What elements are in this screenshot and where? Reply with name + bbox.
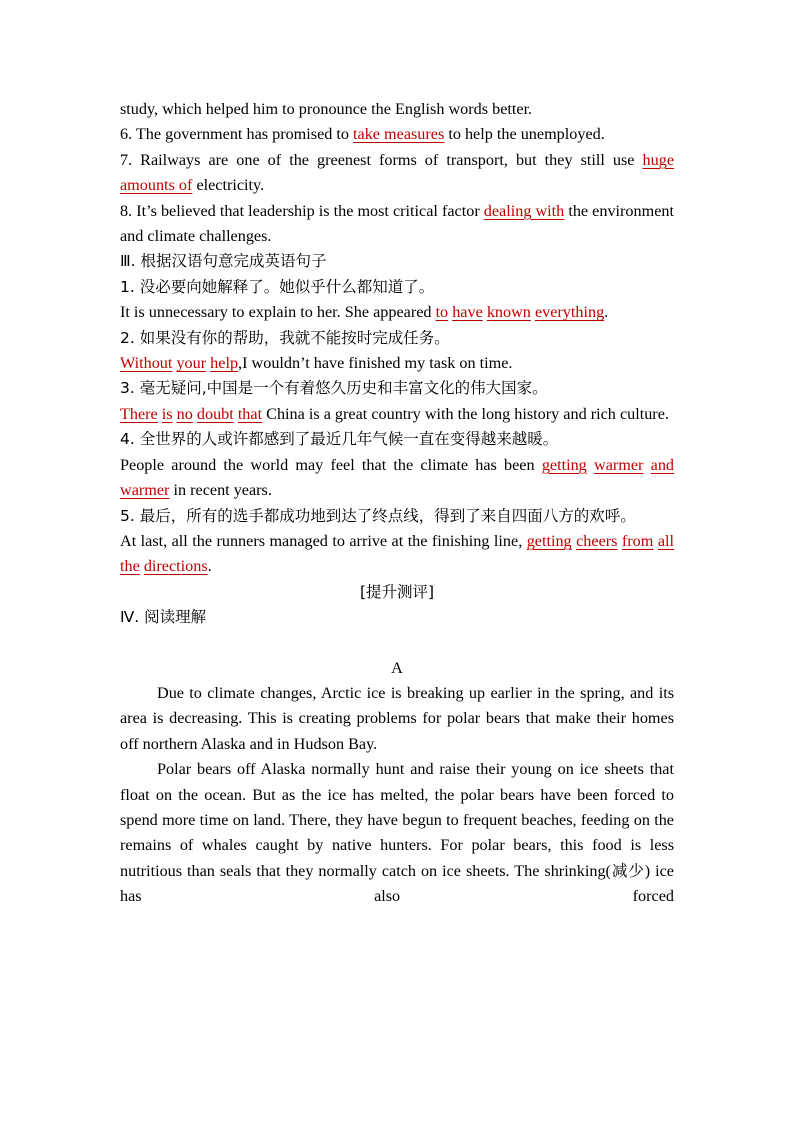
item-8: 8. It’s believed that leadership is the most critical factor dealing with the environment and climate challenges.	[120, 201, 674, 246]
answer-word: your	[176, 354, 207, 373]
s4-chinese: 4. 全世界的人或许都感到了最近几年气候一直在变得越来越暖。	[120, 430, 559, 449]
answer-word: getting	[526, 531, 572, 550]
answer-word: the	[120, 557, 140, 576]
answer-word: no	[176, 404, 193, 423]
answer-word: cheers	[576, 531, 618, 550]
answer-6: take measures	[353, 125, 445, 144]
answer-8: dealing with	[483, 201, 565, 220]
answer-word: have	[452, 303, 483, 322]
s5-english: At last, all the runners managed to arrive at the finishing line, getting cheers from all the directions.	[120, 531, 675, 576]
answer-word: that	[237, 404, 263, 423]
answer-word: warmer	[594, 455, 644, 474]
item-7: 7. Railways are one of the greenest forms of transport, but they still use huge amounts of electricity.	[120, 150, 674, 195]
answer-word: doubt	[196, 404, 234, 423]
s4-english: People around the world may feel that the climate has been getting warmer and warmer in recent years.	[120, 455, 675, 500]
section-4-title: Ⅳ. 阅读理解	[120, 608, 207, 627]
section-3-title: Ⅲ. 根据汉语句意完成英语句子	[120, 252, 327, 271]
answer-word: warmer	[120, 481, 170, 500]
spacer	[120, 631, 674, 656]
answer-7: huge amounts of	[120, 150, 674, 195]
s2-english: Without your help,I wouldn’t have finished my task on time.	[120, 354, 513, 373]
s1-english: It is unnecessary to explain to her. She appeared to have known everything.	[120, 303, 609, 322]
passage-paragraph-2: Polar bears off Alaska normally hunt and raise their young on ice sheets that float on the ocean. But as the ice has melted, the polar bears have been forced to spend more time on land. There, they have begun to frequent beaches, feeding on the remains of whales caught by native hunters. For polar bears, this food is less nutritious than seals that they normally catch on ice sheets. The shrinking(减少) ice has also forced	[120, 760, 674, 906]
item-6: 6. The government has promised to take measures to help the unemployed.	[120, 125, 605, 144]
worksheet-page	[120, 97, 674, 910]
answer-word: everything	[534, 303, 605, 322]
answer-word: is	[161, 404, 173, 423]
answer-word: and	[650, 455, 675, 474]
passage-label: A	[391, 658, 403, 677]
s5-chinese: 5. 最后，所有的选手都成功地到达了终点线，得到了来自四面八方的欢呼。	[120, 506, 636, 525]
section-4-header: [提升测评]	[359, 582, 435, 601]
s3-english: There is no doubt that China is a great country with the long history and rich culture.	[120, 404, 669, 423]
answer-word: help	[210, 354, 239, 373]
passage-paragraph-1: Due to climate changes, Arctic ice is breaking up earlier in the spring, and its area is decreasing. This is creating problems for polar bears that make their homes off northern Alaska and in Hudson Bay.	[120, 683, 674, 753]
answer-word: known	[486, 303, 531, 322]
answer-word: to	[435, 303, 449, 322]
s1-chinese: 1. 没必要向她解释了。她似乎什么都知道了。	[120, 277, 435, 296]
answer-word: getting	[541, 455, 587, 474]
line-study: study, which helped him to pronounce the English words better.	[120, 100, 533, 118]
answer-word: all	[657, 531, 675, 550]
answer-word: from	[621, 531, 654, 550]
s3-chinese: 3. 毫无疑问,中国是一个有着悠久历史和丰富文化的伟大国家。	[120, 379, 548, 398]
answer-word: There	[120, 404, 158, 423]
answer-word: directions	[143, 557, 208, 576]
answer-word: Without	[120, 354, 173, 373]
s2-chinese: 2. 如果没有你的帮助，我就不能按时完成任务。	[120, 328, 450, 347]
